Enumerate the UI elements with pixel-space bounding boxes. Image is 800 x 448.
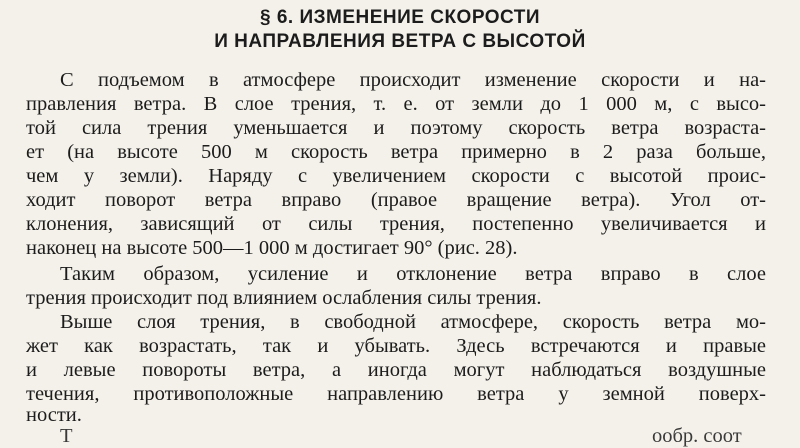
- paragraph-2-line-2: трения происходит под влиянием ослабления силы трения.: [26, 287, 542, 309]
- paragraph-3-line-2: жет как возрастать, так и убывать. Здесь встречаются и правые: [26, 335, 766, 357]
- section-heading: [0, 6, 800, 54]
- paragraph-1-line-4: ет (на высоте 500 м скорость ветра примерно в 2 раза больше,: [26, 141, 766, 163]
- paragraph-3-line-5: ности.: [26, 404, 82, 426]
- cutoff-line-start: Т: [60, 425, 73, 447]
- heading-line-1: § 6. ИЗМЕНЕНИЕ СКОРОСТИ: [259, 7, 541, 28]
- paragraph-1-line-1: С подъемом в атмосфере происходит изменение скорости и на-: [60, 69, 766, 91]
- paragraph-1-line-7: клонения, зависящий от силы трения, постепенно увеличивается и: [26, 213, 766, 235]
- paragraph-3-line-3: и левые повороты ветра, а иногда могут наблюдаться воздушные: [26, 359, 766, 381]
- heading-line-2: И НАПРАВЛЕНИЯ ВЕТРА С ВЫСОТОЙ: [214, 31, 586, 52]
- paragraph-1-line-6: ходит поворот ветра вправо (правое вращение ветра). Угол от-: [26, 189, 766, 211]
- paragraph-1-line-3: той сила трения уменьшается и поэтому скорость ветра возраста-: [26, 117, 766, 139]
- paragraph-1-line-8: наконец на высоте 500—1 000 м достигает 90° (рис. 28).: [26, 237, 518, 259]
- paragraph-3-line-1: Выше слоя трения, в свободной атмосфере, скорость ветра мо-: [60, 311, 766, 333]
- paragraph-1-line-2: правления ветра. В слое трения, т. е. от земли до 1 000 м, с высо-: [26, 93, 766, 115]
- paragraph-2-line-1: Таким образом, усиление и отклонение ветра вправо в слое: [60, 263, 766, 285]
- cutoff-line-end: ообр. соот: [652, 425, 742, 447]
- paragraph-3-line-4: течения, противоположные направлению ветра у земной поверх-: [26, 383, 766, 405]
- paragraph-1-line-5: чем у земли). Наряду с увеличением скорости с высотой проис-: [26, 165, 766, 187]
